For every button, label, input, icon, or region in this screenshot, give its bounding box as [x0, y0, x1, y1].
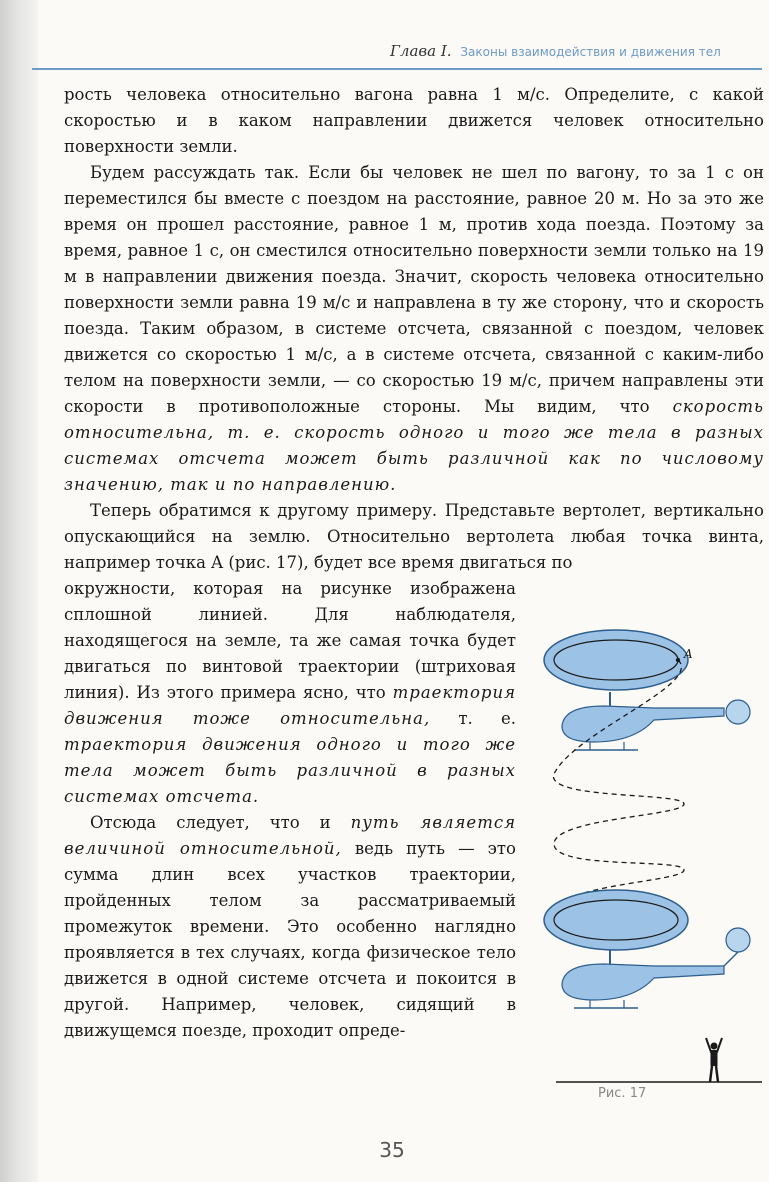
point-a-label: A — [684, 647, 693, 661]
paragraph-3-italic: траектория движения тоже относительна, — [64, 683, 516, 728]
paragraph-3-italic-2: траектория движения одного и того же тела может быть различной в разных системах отсчета. — [64, 735, 516, 806]
figure-caption: Рис. 17 — [598, 1086, 647, 1101]
paragraph-2-italic: скорость относительна, т. е. скорость одного и того же тела в разных системах отсчета может быть различной как по числовому значению, так и по направлению. — [64, 397, 764, 494]
paragraph-2 — [64, 160, 764, 498]
page-number: 35 — [379, 1138, 405, 1162]
paragraph-4-italic: путь является величиной относительной, — [64, 813, 517, 858]
observer-figure — [706, 1038, 722, 1082]
paragraph-4-plain-2: ведь путь — это сумма длин всех участков траектории, пройденных телом за рассматриваемый промежуток времени. Это особенно наглядно проявляется в тех случаях, когда физическое тело движется в одной системе отсчета и покоится в другой. Например, человек, сидящий в движущемся поезде, проходит опреде- — [64, 839, 516, 1040]
paragraph-4-plain-1: Отсюда следует, что и — [90, 813, 331, 832]
page-spine-shadow — [0, 0, 38, 1182]
running-header — [390, 42, 762, 60]
paragraph-3-wide: Теперь обратимся к другому примеру. Представьте вертолет, вертикально опускающийся на землю. Относительно вертолета любая точка винта, например точка A (рис. 17), будет все время двигаться по — [64, 501, 764, 572]
paragraph-3-narrow — [64, 576, 516, 810]
paragraph-3-plain: окружности, которая на рисунке изображена сплошной линией. Для наблюдателя, находящегося на земле, та же самая точка будет двигаться по винтовой траектории (штриховая линия). Из этого примера ясно, что — [64, 579, 516, 702]
header-chapter: Глава I. — [390, 42, 452, 60]
narrow-column — [64, 576, 516, 1044]
rotor-disc-bottom — [544, 890, 688, 950]
paragraph-1: рость человека относительно вагона равна 1 м/с. Определите, с какой скоростью и в каком направлении движется человек относительно поверхности земли. — [64, 85, 764, 156]
header-rule — [32, 68, 762, 70]
paragraph-2-plain: Будем рассуждать так. Если бы человек не шел по вагону, то за 1 с он переместился бы вместе с поездом на расстояние, равное 20 м. Но за это же время он прошел расстояние, равное 1 м, против хода поезда. Поэтому за время, равное 1 с, он сместился относительно поверхности земли только на 19 м в направлении движения поезда. Значит, скорость человека относительно поверхности земли равна 19 м/с и направлена в ту же сторону, что и скорость поезда. Таким образом, в системе отсчета, связанной с поездом, человек движется со скоростью 1 м/с, а в системе отсчета, связанной с каким-либо телом на поверхности земли, — со скоростью 19 м/с, причем направлены эти скорости в противоположные стороны. Мы видим, что — [64, 163, 764, 416]
helical-trajectory — [553, 660, 684, 914]
helicopter-top — [562, 692, 750, 750]
header-title: Законы взаимодействия и движения тел — [460, 45, 721, 59]
figure-helicopter-trajectory — [534, 622, 766, 1108]
paragraph-3-mid: т. е. — [458, 709, 516, 728]
paragraph-4 — [64, 810, 516, 1044]
rotor-disc-top — [544, 630, 688, 690]
